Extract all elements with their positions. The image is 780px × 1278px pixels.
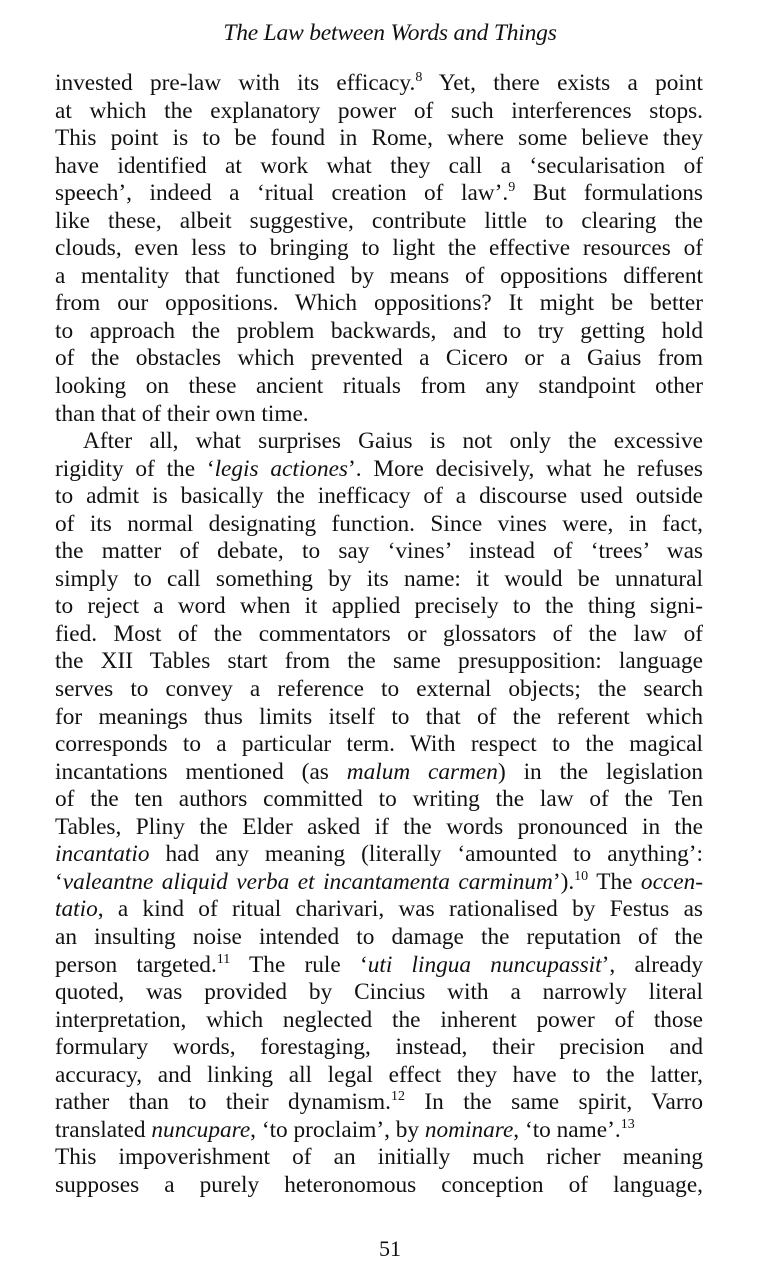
text-line: the XII Tables start from the same presupposition: language [55,648,703,675]
text-line: at which the explanatory power of such interferences stops. [55,97,703,124]
footnote-ref-10[interactable]: 10 [574,868,589,884]
text-line: Tables, Pliny the Elder asked if the words pronounced in the [55,813,703,840]
paragraph-2 [55,428,703,1199]
text-run: ’, already [601,951,703,978]
italic-term: occen- [640,868,703,895]
paragraph-1 [55,70,703,428]
text-run: ’. More decisively, what he refuses [348,455,703,482]
text-line: to reject a word when it applied precisely to the thing signi- [55,593,703,620]
text-line: like these, albeit suggestive, contribute little to clearing the [55,207,703,234]
text-line [55,180,703,208]
text-line: fied. Most of the commentators or glossators of the law of [55,620,703,647]
text-run: translated [55,1116,152,1143]
page-number: 51 [379,1236,401,1261]
text-line: of the obstacles which prevented a Cicero or a Gaius from [55,345,703,372]
text-line [55,1089,703,1117]
text-line: quoted, was provided by Cincius with a narrowly literal [55,979,703,1006]
text-line: to approach the problem backwards, and to try getting hold [55,317,703,344]
text-line: This impoverishment of an initially much richer meaning [55,1144,703,1171]
text-line: supposes a purely heteronomous conception of language, [55,1171,703,1198]
italic-term: legis actiones [214,455,348,482]
text-line: than that of their own time. [55,400,309,427]
text-line: clouds, even less to bringing to light the effective resources of [55,235,703,262]
text-line: interpretation, which neglected the inherent power of those [55,1006,703,1033]
footnote-ref-11[interactable]: 11 [216,951,231,967]
footnote-ref-13[interactable]: 13 [620,1116,635,1132]
italic-term: uti lingua nuncupassit [367,951,602,978]
text-line: After all, what surprises Gaius is not only the excessive [83,428,703,455]
text-line: This point is to be found in Rome, where some believe they [55,125,703,152]
text-run: Yet, there exists a point [422,70,703,96]
body-text [55,70,703,1199]
footnote-ref-9[interactable]: 9 [508,180,516,196]
text-run: But formulations [515,180,703,207]
text-run: rather than to their dynamism. [55,1089,391,1116]
text-line [55,841,703,869]
text-line: serves to convey a reference to external objects; the search [55,676,703,703]
text-line [55,869,703,897]
italic-term: nominare [424,1116,514,1143]
italic-term: malum carmen [346,758,498,785]
text-line: simply to call something by its name: it would be unnatural [55,565,703,592]
text-line [55,456,703,484]
italic-term: tatio [55,896,98,923]
text-run: ) in the legislation [497,758,703,785]
text-line: accuracy, and linking all legal effect they have to the latter, [55,1061,703,1088]
text-line: a mentality that functioned by means of oppositions different [55,262,703,289]
text-line: looking on these ancient rituals from any standpoint other [55,373,703,400]
text-run: speech’, indeed a ‘ritual creation of law’. [55,180,509,207]
text-run: The rule ‘ [230,951,368,978]
text-run: , a kind of ritual charivari, was rationalised by Festus as [97,896,703,923]
text-run: invested pre-law with its efficacy. [55,70,416,96]
text-line: formulary words, forestaging, instead, their precision and [55,1034,703,1061]
text-line: the matter of debate, to say ‘vines’ instead of ‘trees’ was [55,538,703,565]
text-line [55,70,703,98]
text-run: , ‘to name’. [513,1116,621,1143]
text-line [55,759,703,787]
text-run: , ‘to proclaim’, by [250,1116,425,1143]
text-line [55,952,703,980]
text-run: person targeted. [55,951,217,978]
footnote-ref-8[interactable]: 8 [415,70,423,85]
text-line: for meanings thus limits itself to that of the referent which [55,703,703,730]
text-run: rigidity of the ‘ [55,455,215,482]
text-line: from our oppositions. Which oppositions? It might be better [55,290,703,317]
text-line: an insulting noise intended to damage the reputation of the [55,923,703,950]
text-line: of its normal designating function. Since vines were, in fact, [55,510,703,537]
text-run: had any meaning (literally ‘amounted to anything’: [149,841,703,868]
italic-term: incantatio [55,841,150,868]
text-line: corresponds to a particular term. With respect to the magical [55,731,703,758]
text-line: to admit is basically the inefficacy of a discourse used outside [55,483,703,510]
text-run: incantations mentioned (as [55,758,347,785]
italic-term: nuncupare [151,1116,251,1143]
text-line: have identified at work what they call a ‘secularisation of [55,152,703,179]
footnote-ref-12[interactable]: 12 [390,1089,405,1105]
italic-term: valeantne aliquid verba et incantamenta carminum [62,868,553,895]
text-line: of the ten authors committed to writing the law of the Ten [55,786,703,813]
text-line [55,1117,703,1145]
text-run: ‘ [55,868,63,895]
text-line [55,896,703,924]
text-run: ’). [552,868,575,895]
text-run: In the same spirit, Varro [404,1089,703,1116]
running-head: The Law between Words and Things [223,20,557,46]
text-run: The [588,868,641,895]
